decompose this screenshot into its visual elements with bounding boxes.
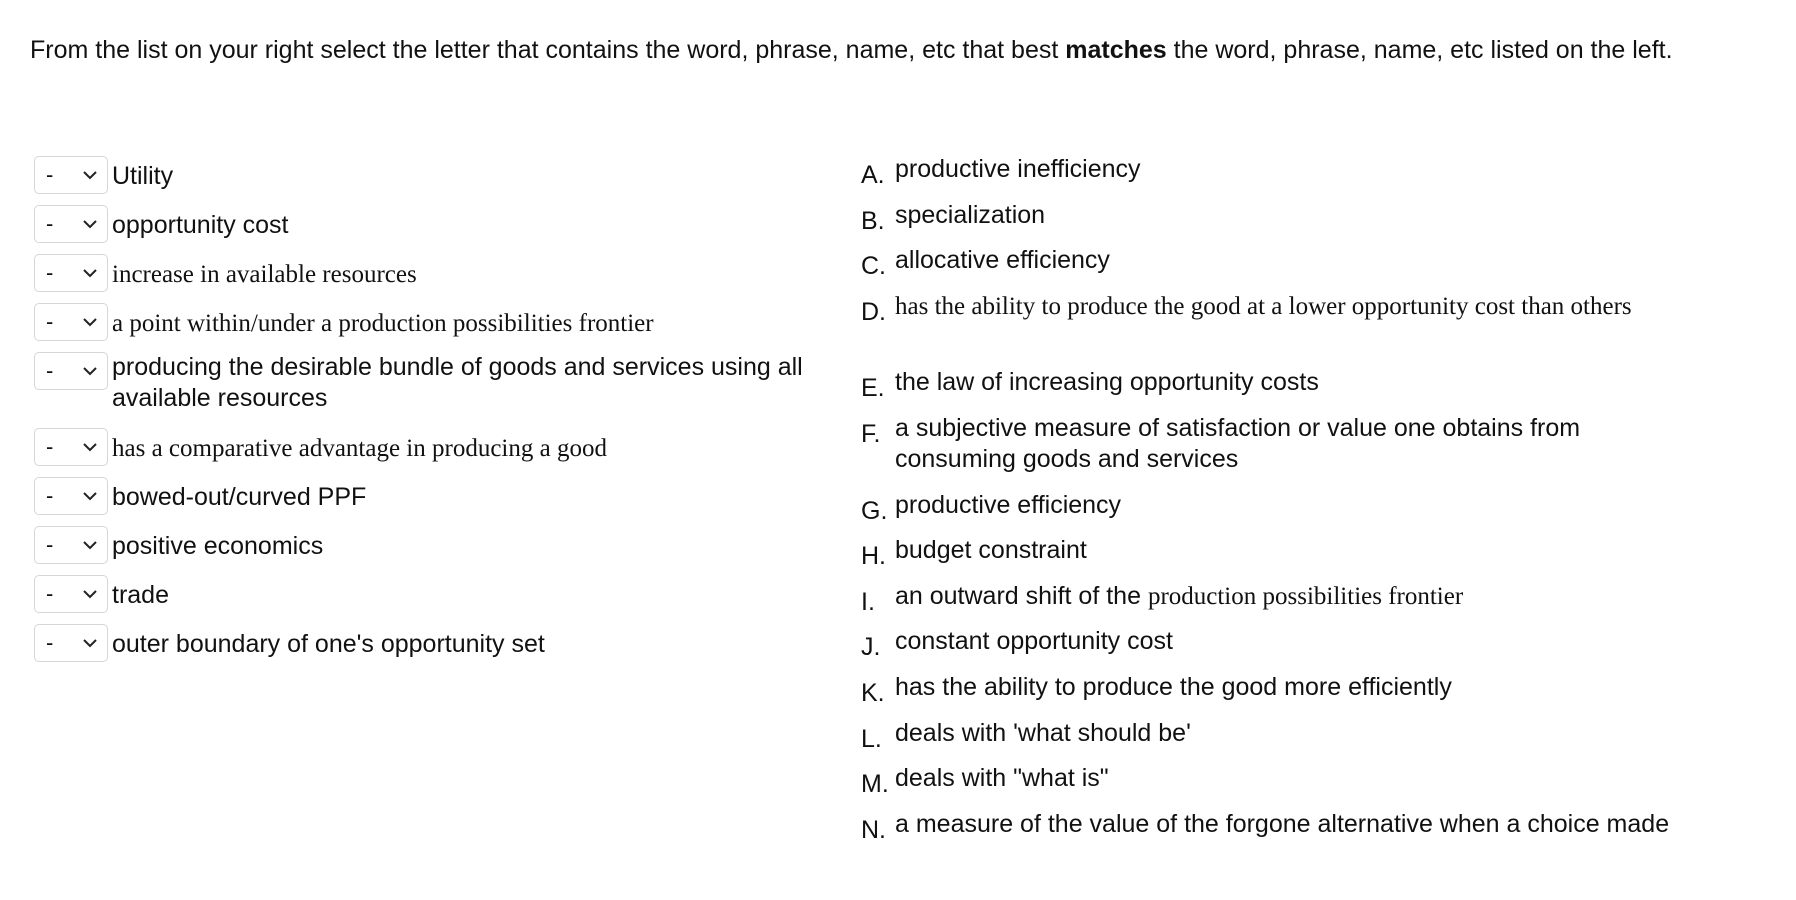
select-value: - [46, 260, 54, 285]
chevron-down-icon [82, 441, 98, 453]
answer-letter: K. [861, 679, 885, 707]
select-value: - [46, 630, 54, 655]
answer-text: constant opportunity cost [895, 627, 1173, 655]
answer-select[interactable] [34, 156, 108, 194]
instructions-text [30, 34, 1710, 66]
question-row [34, 624, 828, 662]
question-label: trade [112, 581, 169, 609]
answer-text-part2: production possibilities frontier [1147, 583, 1464, 610]
answer-select[interactable] [34, 477, 108, 515]
question-label: positive economics [112, 532, 324, 560]
chevron-down-icon [82, 637, 98, 649]
select-value: - [46, 434, 54, 459]
answer-text: has the ability to produce the good more efficiently [895, 673, 1452, 701]
select-value: - [46, 309, 54, 334]
answer-text: deals with 'what should be' [895, 719, 1191, 747]
answer-letter: J. [861, 633, 881, 661]
instructions-part2: the word, phrase, name, etc listed on the left. [1166, 36, 1673, 64]
answer-letter: M. [861, 770, 889, 798]
question-label: has a comparative advantage in producing a good [112, 435, 607, 462]
answer-text [895, 581, 1695, 612]
select-value: - [46, 483, 54, 508]
answer-item [861, 535, 1695, 572]
answer-letter: A. [861, 161, 885, 189]
answer-text: deals with "what is" [895, 764, 1109, 792]
answer-item [861, 291, 1685, 328]
answer-letter: N. [861, 816, 886, 844]
question-row [34, 526, 828, 564]
question-label: opportunity cost [112, 211, 289, 239]
chevron-down-icon [82, 490, 98, 502]
answer-text: budget constraint [895, 536, 1087, 564]
question-row [34, 352, 828, 414]
answer-select[interactable] [34, 303, 108, 341]
answer-item [861, 490, 1695, 527]
answer-letter: F. [861, 420, 881, 448]
answer-item [861, 626, 1695, 663]
instructions-part1: From the list on your right select the letter that contains the word, phrase, name, etc that best [30, 36, 1066, 64]
answer-letter: I. [861, 588, 875, 616]
answer-item [861, 581, 1695, 618]
answer-item [861, 413, 1685, 475]
chevron-down-icon [82, 267, 98, 279]
answer-letter: E. [861, 374, 885, 402]
question-label: outer boundary of one's opportunity set [112, 630, 545, 658]
question-label: increase in available resources [112, 261, 417, 288]
select-value: - [46, 211, 54, 236]
question-label: producing the desirable bundle of goods and services using all available resources [112, 353, 803, 412]
answer-item [861, 718, 1695, 755]
select-value: - [46, 532, 54, 557]
instructions-bold: matches [1065, 36, 1167, 64]
answer-select[interactable] [34, 205, 108, 243]
select-value: - [46, 358, 54, 383]
chevron-down-icon [82, 169, 98, 181]
select-value: - [46, 162, 54, 187]
answer-item [861, 200, 1695, 237]
answer-item [861, 809, 1685, 846]
answer-text: the law of increasing opportunity costs [895, 368, 1319, 396]
chevron-down-icon [82, 365, 98, 377]
answer-text: a measure of the value of the forgone alternative when a choice made [895, 810, 1670, 838]
answer-item [861, 672, 1695, 709]
answer-letter: H. [861, 542, 886, 570]
question-row [34, 477, 828, 515]
question-row [34, 575, 828, 613]
chevron-down-icon [82, 539, 98, 551]
answer-item [861, 367, 1695, 404]
answer-text: allocative efficiency [895, 246, 1110, 274]
answer-letter: C. [861, 252, 886, 280]
select-value: - [46, 581, 54, 606]
answer-letter: D. [861, 298, 886, 326]
question-row [34, 428, 828, 466]
question-label: Utility [112, 162, 174, 190]
answer-letter: L. [861, 725, 882, 753]
answer-select[interactable] [34, 254, 108, 292]
answer-item [861, 245, 1695, 282]
question-row [34, 303, 828, 341]
answer-text: has the ability to produce the good at a lower opportunity cost than others [895, 293, 1632, 320]
chevron-down-icon [82, 218, 98, 230]
answer-select[interactable] [34, 352, 108, 390]
chevron-down-icon [82, 588, 98, 600]
answer-text: a subjective measure of satisfaction or value one obtains from consuming goods and services [895, 414, 1581, 473]
question-label: a point within/under a production possibilities frontier [112, 310, 654, 337]
question-row [34, 156, 828, 194]
answer-letter: B. [861, 207, 885, 235]
answer-text: productive inefficiency [895, 155, 1141, 183]
answer-letter: G. [861, 497, 888, 525]
answer-select[interactable] [34, 624, 108, 662]
question-label: bowed-out/curved PPF [112, 483, 367, 511]
chevron-down-icon [82, 316, 98, 328]
answer-text: productive efficiency [895, 491, 1122, 519]
answer-item [861, 154, 1695, 191]
answer-select[interactable] [34, 526, 108, 564]
answer-item [861, 763, 1695, 800]
answer-text: specialization [895, 201, 1046, 229]
question-row [34, 254, 828, 292]
answer-text-part1: an outward shift of the [895, 582, 1148, 610]
answer-select[interactable] [34, 575, 108, 613]
answer-select[interactable] [34, 428, 108, 466]
question-row [34, 205, 828, 243]
